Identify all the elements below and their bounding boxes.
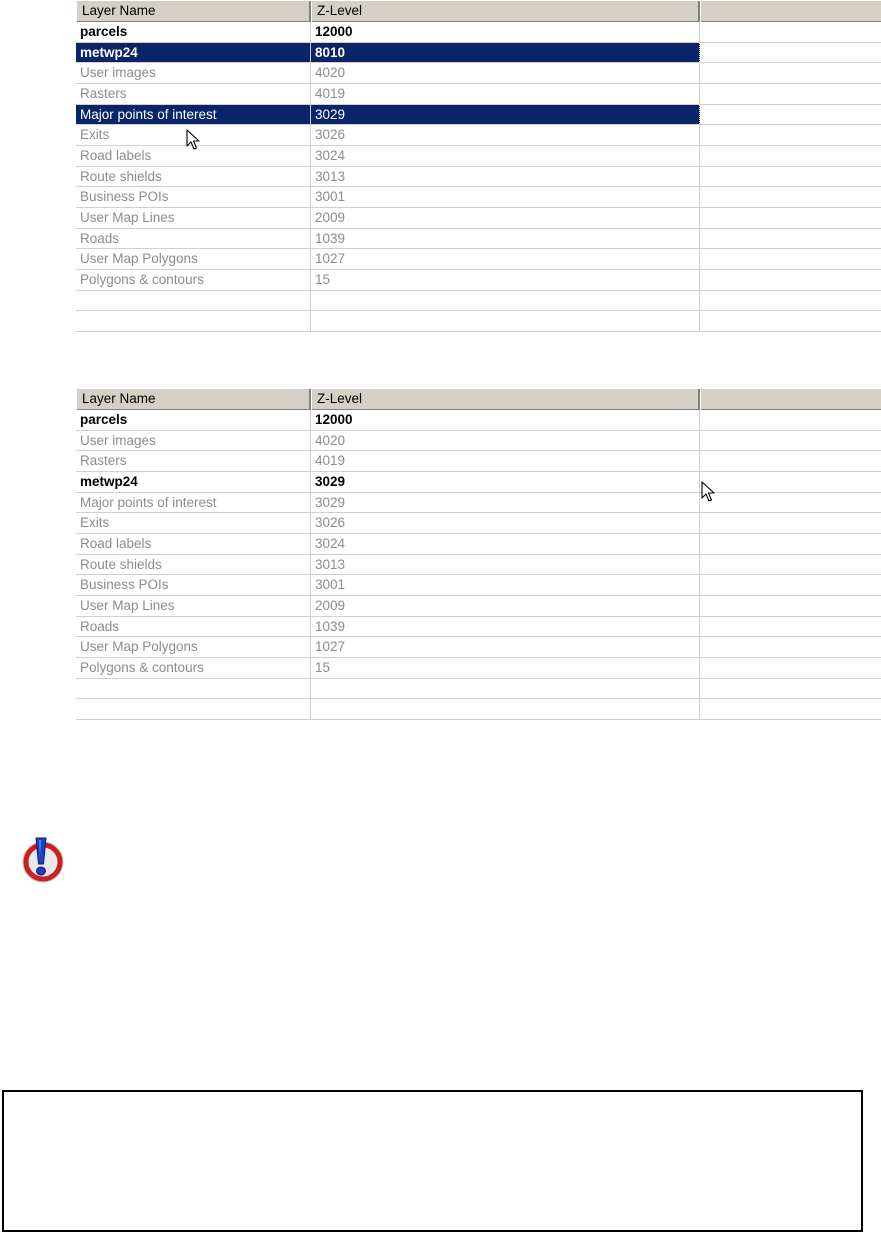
mouse-pointer-icon <box>701 481 717 503</box>
table-row[interactable] <box>76 270 881 291</box>
z-level-cell[interactable] <box>311 699 700 719</box>
layer-name-cell[interactable]: Business POIs <box>76 575 311 595</box>
mouse-pointer-icon <box>186 129 202 151</box>
z-level-cell[interactable]: 2009 <box>311 208 700 228</box>
empty-cell[interactable] <box>700 637 881 657</box>
empty-cell[interactable] <box>700 125 881 145</box>
layer-name-cell[interactable]: Business POIs <box>76 187 311 207</box>
table-row[interactable] <box>76 311 881 332</box>
table-row[interactable] <box>76 187 881 208</box>
z-level-cell[interactable] <box>311 291 700 311</box>
empty-cell[interactable] <box>700 105 881 125</box>
z-level-cell[interactable] <box>311 679 700 699</box>
empty-cell[interactable] <box>700 617 881 637</box>
z-level-cell[interactable]: 3024 <box>311 146 700 166</box>
column-header-z-level[interactable]: Z-Level <box>311 389 700 410</box>
table-row[interactable] <box>76 410 881 431</box>
grid-header <box>76 388 881 410</box>
empty-cell[interactable] <box>700 249 881 269</box>
z-level-cell[interactable]: 2009 <box>311 596 700 616</box>
z-level-cell[interactable]: 3029 <box>311 493 700 513</box>
column-header-empty[interactable] <box>700 1 881 22</box>
z-level-cell[interactable]: 1039 <box>311 229 700 249</box>
layer-name-cell[interactable]: Exits <box>76 125 311 145</box>
grid-body <box>76 22 881 332</box>
empty-cell[interactable] <box>700 534 881 554</box>
alert-exclamation-icon <box>16 834 66 884</box>
table-row[interactable] <box>76 493 881 514</box>
table-row[interactable] <box>76 431 881 452</box>
layer-name-cell[interactable]: Roads <box>76 229 311 249</box>
table-row[interactable] <box>76 513 881 534</box>
z-level-cell[interactable]: 3026 <box>311 125 700 145</box>
column-header-z-level[interactable]: Z-Level <box>311 1 700 22</box>
table-row[interactable] <box>76 105 881 126</box>
note-box <box>2 1090 863 1232</box>
table-row[interactable] <box>76 22 881 43</box>
table-row[interactable] <box>76 679 881 700</box>
layer-name-cell[interactable]: User Map Lines <box>76 208 311 228</box>
z-level-cell[interactable] <box>311 311 700 331</box>
table-row[interactable] <box>76 249 881 270</box>
z-level-cell[interactable]: 12000 <box>311 410 700 430</box>
layer-name-cell[interactable]: Road labels <box>76 146 311 166</box>
layer-name-cell[interactable]: Route shields <box>76 167 311 187</box>
empty-cell[interactable] <box>700 679 881 699</box>
z-level-cell[interactable]: 3013 <box>311 167 700 187</box>
layer-name-cell[interactable]: Road labels <box>76 534 311 554</box>
layer-name-cell[interactable]: parcels <box>76 410 311 430</box>
z-level-cell[interactable]: 1027 <box>311 249 700 269</box>
empty-cell[interactable] <box>700 596 881 616</box>
empty-cell[interactable] <box>700 410 881 430</box>
layer-name-cell[interactable]: Rasters <box>76 451 311 471</box>
layer-name-cell[interactable]: User Map Lines <box>76 596 311 616</box>
z-level-cell[interactable]: 3013 <box>311 555 700 575</box>
empty-cell[interactable] <box>700 270 881 290</box>
table-row[interactable] <box>76 291 881 312</box>
empty-cell[interactable] <box>700 187 881 207</box>
layer-grid-after <box>76 388 881 720</box>
table-row[interactable] <box>76 658 881 679</box>
table-row[interactable] <box>76 596 881 617</box>
table-row[interactable] <box>76 167 881 188</box>
z-level-cell[interactable]: 1027 <box>311 637 700 657</box>
z-level-cell[interactable]: 3029 <box>311 472 700 492</box>
table-row[interactable] <box>76 63 881 84</box>
z-level-cell[interactable]: 3001 <box>311 187 700 207</box>
z-level-cell[interactable]: 15 <box>311 658 700 678</box>
table-row[interactable] <box>76 699 881 720</box>
table-row[interactable] <box>76 555 881 576</box>
z-level-cell[interactable]: 4020 <box>311 431 700 451</box>
z-level-cell[interactable]: 4020 <box>311 63 700 83</box>
empty-cell[interactable] <box>700 43 881 63</box>
empty-cell[interactable] <box>700 229 881 249</box>
grid-body <box>76 410 881 720</box>
empty-cell[interactable] <box>700 493 881 513</box>
z-level-cell[interactable]: 1039 <box>311 617 700 637</box>
empty-cell[interactable] <box>700 431 881 451</box>
layer-name-cell[interactable]: User images <box>76 63 311 83</box>
empty-cell[interactable] <box>700 167 881 187</box>
layer-name-cell[interactable]: metwp24 <box>76 472 311 492</box>
empty-cell[interactable] <box>700 555 881 575</box>
table-row[interactable] <box>76 451 881 472</box>
z-level-cell[interactable]: 3024 <box>311 534 700 554</box>
empty-cell[interactable] <box>700 84 881 104</box>
table-row[interactable] <box>76 84 881 105</box>
column-header-layer-name[interactable]: Layer Name <box>76 389 311 410</box>
table-row[interactable] <box>76 637 881 658</box>
layer-name-cell[interactable]: User images <box>76 431 311 451</box>
layer-name-cell[interactable]: Exits <box>76 513 311 533</box>
layer-name-cell[interactable]: Polygons & contours <box>76 658 311 678</box>
table-row[interactable] <box>76 229 881 250</box>
empty-cell[interactable] <box>700 451 881 471</box>
z-level-cell[interactable]: 15 <box>311 270 700 290</box>
layer-name-cell[interactable]: Major points of interest <box>76 105 311 125</box>
z-level-cell[interactable]: 3026 <box>311 513 700 533</box>
z-level-cell[interactable]: 12000 <box>311 22 700 42</box>
z-level-cell[interactable]: 3001 <box>311 575 700 595</box>
table-row[interactable] <box>76 617 881 638</box>
column-header-layer-name[interactable]: Layer Name <box>76 1 311 22</box>
layer-name-cell[interactable]: Polygons & contours <box>76 270 311 290</box>
grid-header <box>76 0 881 22</box>
z-level-cell[interactable]: 8010 <box>311 43 700 63</box>
column-header-empty[interactable] <box>700 389 881 410</box>
layer-name-cell[interactable]: User Map Polygons <box>76 249 311 269</box>
empty-cell[interactable] <box>700 311 881 331</box>
empty-cell[interactable] <box>700 291 881 311</box>
layer-grid-before <box>76 0 881 332</box>
z-level-cell[interactable]: 3029 <box>311 105 700 125</box>
layer-name-cell[interactable]: User Map Polygons <box>76 637 311 657</box>
empty-cell[interactable] <box>700 146 881 166</box>
layer-name-cell[interactable] <box>76 679 311 699</box>
layer-name-cell[interactable]: Major points of interest <box>76 493 311 513</box>
empty-cell[interactable] <box>700 699 881 719</box>
table-row[interactable] <box>76 575 881 596</box>
layer-name-cell[interactable]: parcels <box>76 22 311 42</box>
empty-cell[interactable] <box>700 658 881 678</box>
table-row[interactable] <box>76 208 881 229</box>
z-level-cell[interactable]: 4019 <box>311 451 700 471</box>
empty-cell[interactable] <box>700 63 881 83</box>
empty-cell[interactable] <box>700 208 881 228</box>
empty-cell[interactable] <box>700 513 881 533</box>
layer-name-cell[interactable] <box>76 311 311 331</box>
empty-cell[interactable] <box>700 472 881 492</box>
layer-name-cell[interactable]: Roads <box>76 617 311 637</box>
layer-name-cell[interactable] <box>76 699 311 719</box>
empty-cell[interactable] <box>700 575 881 595</box>
layer-name-cell[interactable]: Rasters <box>76 84 311 104</box>
layer-name-cell[interactable]: metwp24 <box>76 43 311 63</box>
table-row[interactable] <box>76 472 881 493</box>
layer-name-cell[interactable]: Route shields <box>76 555 311 575</box>
table-row[interactable] <box>76 534 881 555</box>
empty-cell[interactable] <box>700 22 881 42</box>
z-level-cell[interactable]: 4019 <box>311 84 700 104</box>
layer-name-cell[interactable] <box>76 291 311 311</box>
table-row[interactable] <box>76 43 881 64</box>
